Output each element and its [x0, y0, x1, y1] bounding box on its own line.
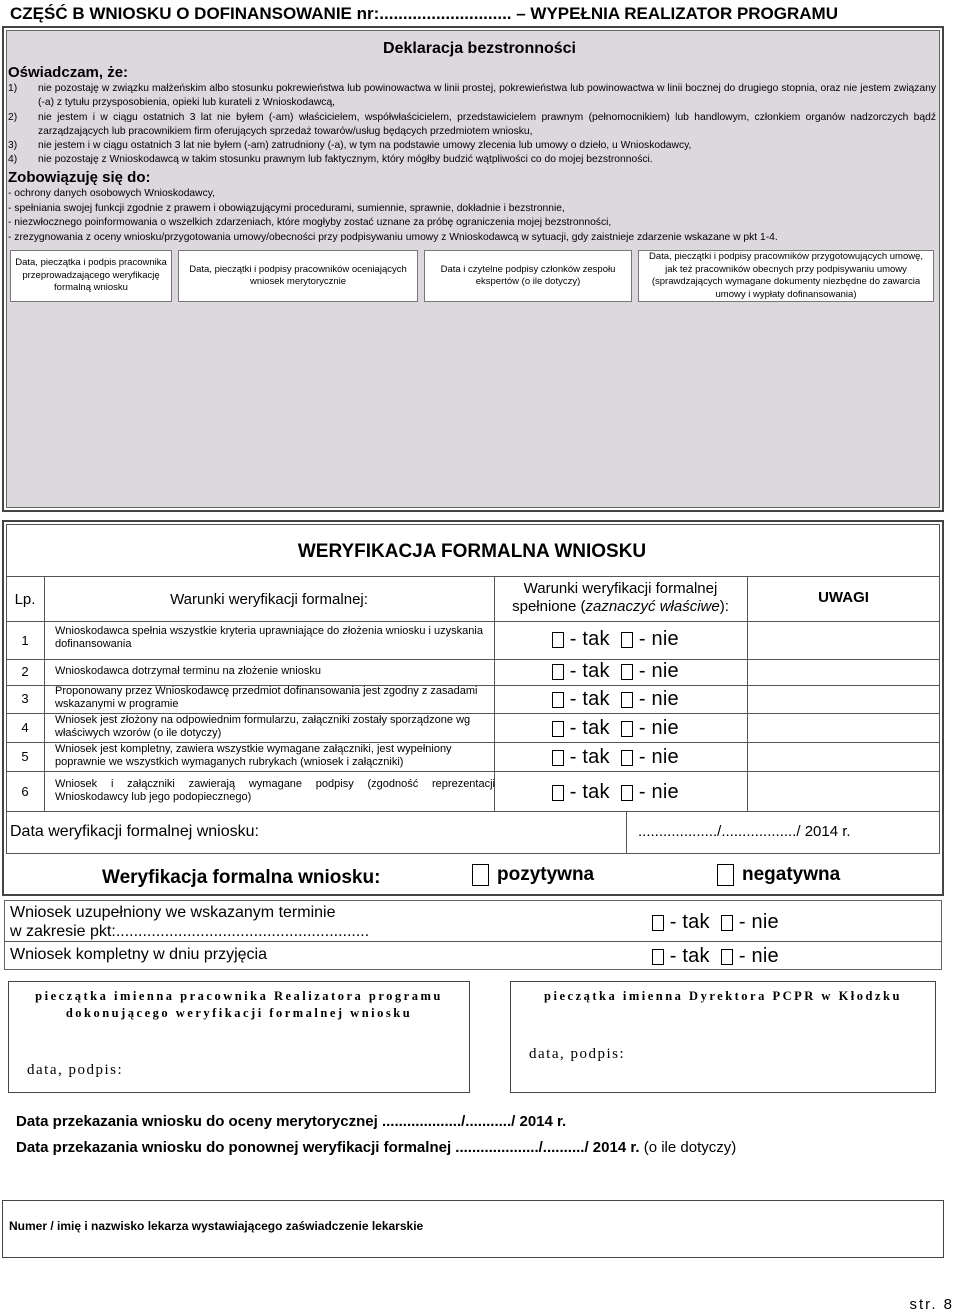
declaration-item-text: nie jestem i w ciągu ostatnich 3 lat nie byłem (-am) zatrudniony (-a), w tym na podstawie umowy zlecenia lub umowy o dzieło, u Wnioskodawcy, — [38, 140, 692, 151]
doctor-info-box: Numer / imię i nazwisko lekarza wystawiającego zaświadczenie lekarskie — [2, 1200, 944, 1258]
declaration-item — [8, 139, 936, 153]
checkbox-nie[interactable] — [621, 750, 633, 766]
row-choice: - tak - nie — [552, 781, 679, 804]
declaration-item — [8, 111, 936, 139]
supplemented-choice: - tak - nie — [652, 911, 779, 934]
declaration-item-number: 2) — [8, 112, 18, 123]
signature-box-merit: Data, pieczątki i podpisy pracowników oceniających wniosek merytorycznie — [178, 250, 418, 302]
row-condition: Wniosek jest złożony na odpowiednim formularzu, załączniki zostały sporządzone wg właściwych wzorów (o ile dotyczy) — [55, 714, 471, 739]
stamp-director-date-sign: data, podpis: — [529, 1046, 626, 1062]
checkbox-tak[interactable] — [552, 664, 564, 680]
declaration-item-number: 1) — [8, 83, 18, 94]
column-header-uwagi: UWAGI — [818, 589, 869, 606]
checkbox-positive[interactable] — [472, 864, 489, 886]
signature-box-experts: Data i czytelne podpisy członków zespołu ekspertów (o ile dotyczy) — [424, 250, 632, 302]
row-number: 3 — [21, 691, 29, 706]
checkbox-nie[interactable] — [621, 632, 633, 648]
complete-label: Wniosek kompletny w dniu przyjęcia — [10, 946, 267, 963]
checkbox-nie[interactable] — [721, 915, 733, 931]
declaration-title: Deklaracja bezstronności — [383, 40, 576, 57]
declaration-item-number: 3) — [8, 140, 18, 151]
checkbox-tak[interactable] — [552, 750, 564, 766]
row-number: 6 — [21, 784, 29, 799]
verification-date-field[interactable]: .................../................../ 2014 r. — [638, 823, 851, 840]
declaration-item-text: nie pozostaję w związku małżeńskim albo stosunku pokrewieństwa lub powinowactwa w linii prostej, pokrewieństwa lub powinowactwa w linii bocznej do drugiego stopnia, oraz nie jestem związany (-a) z tytułu przysposobienia, opieki lub kurateli z Wnioskodawcą, — [38, 83, 936, 108]
form-part-header: CZĘŚĆ B WNIOSKU O DOFINANSOWANIE nr:............................ – WYPEŁNIA REALIZATOR PROGRAMU — [10, 4, 838, 23]
column-header-conditions: Warunki weryfikacji formalnej: — [170, 591, 368, 608]
result-negative-option[interactable]: negatywna — [717, 864, 840, 886]
row-condition: Wnioskodawca dotrzymał terminu na złożenie wniosku — [55, 665, 321, 677]
row-choice: - tak - nie — [552, 746, 679, 769]
row-choice: - tak - nie — [552, 628, 679, 651]
verification-date-label: Data weryfikacji formalnej wniosku: — [10, 823, 259, 840]
checkbox-tak[interactable] — [552, 632, 564, 648]
result-positive-option[interactable]: pozytywna — [472, 864, 594, 886]
checkbox-tak[interactable] — [552, 721, 564, 737]
column-header-met: Warunki weryfikacji formalnej spełnione (zaznaczyć właściwe): — [512, 580, 729, 615]
row-condition: Wnioskodawca spełnia wszystkie kryteria uprawniające do złożenia wniosku i uzyskania dofinansowania — [55, 625, 483, 650]
row-condition: Wniosek jest kompletny, zawiera wszystkie wymagane załączniki, jest wypełniony poprawnie we wszystkich wymaganych rubrykach (wniosek i załączniki) — [55, 743, 452, 768]
checkbox-nie[interactable] — [721, 949, 733, 965]
declaration-item — [8, 153, 936, 167]
signature-box-contract: Data, pieczątki i podpisy pracowników przygotowujących umowę, jak też pracowników obecnych przy podpisywaniu umowy (sprawdzających wymagane dokumenty niezbędne do zawarcia umowy i wypłaty dofinansowania) — [638, 250, 934, 302]
supplemented-label: Wniosek uzupełniony we wskazanym terminie w zakresie pkt:......................................................... — [10, 904, 370, 940]
transfer-reverification-date: Data przekazania wniosku do ponownej weryfikacji formalnej ..................../........../ 2014 r. (o ile dotyczy) — [16, 1139, 737, 1156]
column-header-lp: Lp. — [14, 591, 36, 608]
row-choice: - tak - nie — [552, 660, 679, 683]
declaration-item — [8, 82, 936, 110]
checkbox-tak[interactable] — [552, 692, 564, 708]
checkbox-negative[interactable] — [717, 864, 734, 886]
checkbox-nie[interactable] — [621, 721, 633, 737]
checkbox-tak[interactable] — [552, 785, 564, 801]
obligation-item: - ochrony danych osobowych Wnioskodawcy, — [8, 188, 215, 199]
signature-box-formal: Data, pieczątka i podpis pracownika przeprowadzającego weryfikację formalną wniosku — [10, 250, 172, 302]
stamp-box-employee — [8, 981, 470, 1093]
obligation-item: - zrezygnowania z oceny wniosku/przygotowania umowy/obecności przy podpisywaniu umowy z Wnioskodawcą w sytuacji, gdy zaistnieje zdarzenie wskazane w pkt 1-4. — [8, 232, 778, 243]
verification-result-label: Weryfikacja formalna wniosku: — [102, 867, 381, 888]
verification-title: WERYFIKACJA FORMALNA WNIOSKU — [297, 541, 647, 562]
row-condition: Proponowany przez Wnioskodawcę przedmiot dofinansowania jest zgodny z zasadami wskazanymi w programie — [55, 685, 478, 710]
checkbox-tak[interactable] — [652, 915, 664, 931]
declaration-statement-heading: Oświadczam, że: — [8, 64, 129, 81]
row-choice: - tak - nie — [552, 717, 679, 740]
obligations-heading: Zobowiązuję się do: — [8, 169, 151, 186]
stamp-box-director — [510, 981, 936, 1093]
transfer-merit-date: Data przekazania wniosku do oceny merytorycznej .................../.........../ 2014 r. — [16, 1113, 567, 1130]
page-number: str. 8 — [909, 1296, 954, 1313]
row-number: 5 — [21, 749, 29, 764]
row-number: 2 — [21, 664, 29, 679]
checkbox-nie[interactable] — [621, 692, 633, 708]
declaration-item-number: 4) — [8, 154, 18, 165]
stamp-employee-date-sign: data, podpis: — [27, 1062, 124, 1078]
stamp-employee-title: pieczątka imienna pracownika Realizatora programu dokonującego weryfikacji formalnej wniosku — [35, 989, 443, 1020]
complete-choice: - tak - nie — [652, 945, 779, 968]
row-number: 4 — [21, 720, 29, 735]
checkbox-nie[interactable] — [621, 664, 633, 680]
row-number: 1 — [21, 633, 29, 648]
row-condition: Wniosek i załączniki zawierają wymagane podpisy (zgodność reprezentacji Wnioskodawcy lub jego podopiecznego) — [55, 778, 495, 803]
checkbox-nie[interactable] — [621, 785, 633, 801]
stamp-director-title: pieczątka imienna Dyrektora PCPR w Kłodzku — [544, 989, 902, 1003]
checkbox-tak[interactable] — [652, 949, 664, 965]
row-choice: - tak - nie — [552, 688, 679, 711]
declaration-item-text: nie jestem i w ciągu ostatnich 3 lat nie byłem (-am) właścicielem, współwłaścicielem, przedstawicielem prawnym (pełnomocnikiem) lub handlowym, członkiem organów nadzorczych bądź zarządzających lub pracownikiem firm oferujących sprzedaż towarów/usług będących przedmiotem wniosku, — [38, 112, 936, 137]
declaration-item-text: nie pozostaję z Wnioskodawcą w takim stosunku prawnym lub faktycznym, który mógłby budzić wątpliwości co do mojej bezstronności. — [38, 154, 653, 165]
obligation-item: - spełniania swojej funkcji zgodnie z prawem i obowiązującymi procedurami, sumiennie, sprawnie, dokładnie i bezstronnie, — [8, 203, 565, 214]
obligation-item: - niezwłocznego poinformowania o wszelkich zdarzeniach, które mogłyby zostać uznane za próbę ograniczenia mojej bezstronności, — [8, 217, 612, 228]
